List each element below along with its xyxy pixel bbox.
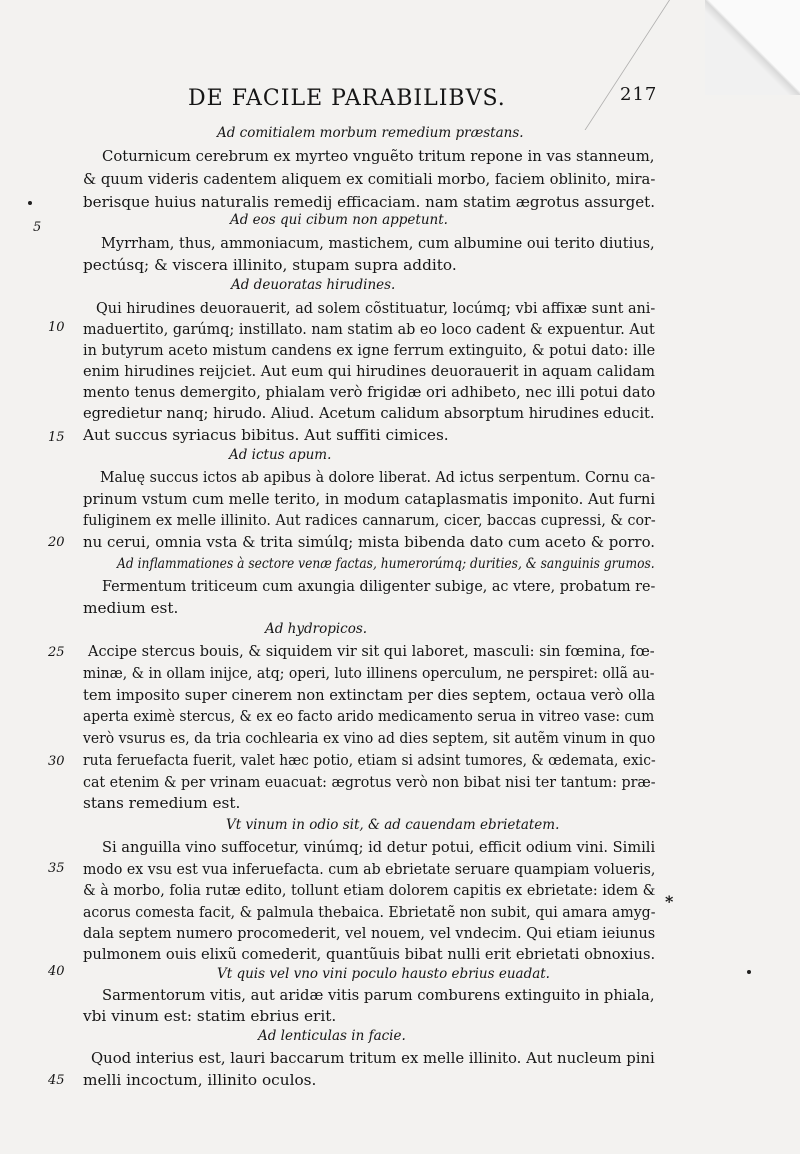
- line-number: 30: [48, 754, 65, 769]
- marginal-asterisk: *: [665, 892, 674, 911]
- section-heading: Ad deuoratas hirudines.: [231, 277, 396, 293]
- section-heading: Ad hydropicos.: [265, 621, 368, 637]
- text-line: modo ex vsu est vua inferuefacta. cum ab ebrietate seruare quampiam volueris,: [83, 860, 656, 878]
- text-line: dala septem numero procomederit, vel nouem, vel vndecim. Qui etiam ieiunus: [83, 924, 656, 942]
- text-line: pectúsq; & viscera illinito, stupam supra addito.: [83, 256, 457, 274]
- text-line: mento tenus demergito, phialam verò frigidæ ori adhibeto, nec illi potui dato: [83, 383, 656, 401]
- line-number: 35: [48, 861, 65, 876]
- text-line: enim hirudines reijciet. Aut eum qui hirudines deuorauerit in aquam calidam: [83, 362, 656, 380]
- text-line: Fermentum triticeum cum axungia diligenter subige, ac vtere, probatum re-: [102, 577, 656, 595]
- text-line: nu cerui, omnia vsta & trita simúlq; mista bibenda dato cum aceto & porro.: [83, 533, 656, 551]
- line-number: 20: [48, 535, 65, 550]
- text-line: cat etenim & per vrinam euacuat: ægrotus verò non bibat nisi ter tantum: præ-: [83, 773, 656, 791]
- text-line: & quum videris cadentem aliquem ex comitiali morbo, faciem oblinito, mira-: [83, 170, 656, 188]
- text-line: pulmonem ouis elixũ comederit, quantũuis bibat nulli erit ebrietati obnoxius.: [83, 945, 656, 963]
- text-line: Quod interius est, lauri baccarum tritum ex melle illinito. Aut nucleum pini: [91, 1049, 655, 1067]
- line-number: 5: [33, 220, 42, 235]
- text-line: tem imposito super cinerem non extinctam per dies septem, octaua verò olla: [83, 686, 656, 704]
- running-header: [188, 84, 658, 118]
- ink-spot: [747, 970, 751, 974]
- section-heading: Ad ictus apum.: [229, 447, 332, 463]
- line-number: 45: [48, 1073, 65, 1088]
- section-heading: Ad eos qui cibum non appetunt.: [230, 212, 448, 228]
- text-line: Sarmentorum vitis, aut aridæ vitis parum comburens extinguito in phiala,: [102, 986, 655, 1004]
- line-number: 25: [48, 645, 65, 660]
- text-line: & à morbo, folia rutæ edito, tollunt etiam dolorem capitis ex ebrietate: idem &: [83, 881, 656, 899]
- text-line: acorus comesta facit, & palmula thebaica. Ebrietatẽ non subit, qui amara amyg-: [83, 903, 656, 921]
- text-line: Myrrham, thus, ammoniacum, mastichem, cum albumine oui terito diutius,: [101, 234, 655, 252]
- text-line: Qui hirudines deuorauerit, ad solem cõstituatur, locúmq; vbi affixæ sunt ani-: [96, 299, 656, 317]
- text-line: melli incoctum, illinito oculos.: [83, 1071, 317, 1089]
- line-number: 15: [48, 430, 65, 445]
- section-heading: Ad comitialem morbum remedium præstans.: [217, 125, 524, 141]
- running-title: DE FACILE PARABILIBVS.: [188, 86, 506, 111]
- text-line: medium est.: [83, 599, 179, 617]
- text-line: egredietur nanq; hirudo. Aliud. Acetum calidum absorptum hirudines educit.: [83, 404, 655, 422]
- text-line: vbi vinum est: statim ebrius erit.: [83, 1007, 337, 1025]
- text-line: minæ, & in ollam inijce, atq; operi, luto illinens operculum, ne perspiret: ollã au-: [83, 664, 655, 682]
- text-line: aperta eximè stercus, & ex eo facto arido medicamento serua in vitreo vase: cum: [83, 707, 655, 725]
- text-line: Si anguilla vino suffocetur, vinúmq; id detur potui, efficit odium vini. Simili: [102, 838, 656, 856]
- line-number: 10: [48, 320, 65, 335]
- text-line: Maluę succus ictos ab apibus à dolore liberat. Ad ictus serpentum. Cornu ca-: [100, 468, 656, 486]
- text-line: maduertito, garúmq; instillato. nam statim ab eo loco cadent & expuentur. Aut: [83, 320, 655, 338]
- ink-spot: [28, 201, 32, 205]
- text-line: stans remedium est.: [83, 794, 241, 812]
- section-heading: Vt vinum in odio sit, & ad cauendam ebrietatem.: [226, 817, 560, 833]
- section-heading: Ad inflammationes à sectore venæ factas, humerorúmq; durities, & sanguinis grumos.: [117, 556, 655, 572]
- text-line: Accipe stercus bouis, & siquidem vir sit qui laboret, masculi: sin fœmina, fœ-: [88, 642, 655, 660]
- page-number: 217: [620, 84, 658, 105]
- section-heading: Ad lenticulas in facie.: [258, 1028, 406, 1044]
- text-line: berisque huius naturalis remedij efficaciam. nam statim ægrotus assurget.: [83, 193, 656, 211]
- text-line: Aut succus syriacus bibitus. Aut suffiti cimices.: [83, 426, 449, 444]
- section-heading: Vt quis vel vno vini poculo hausto ebrius euadat.: [217, 966, 550, 982]
- line-number: 40: [48, 964, 65, 979]
- text-line: in butyrum aceto mistum candens ex igne ferrum extinguito, & potui dato: ille: [83, 341, 656, 359]
- text-line: ruta feruefacta fuerit, valet hæc potio, etiam si adsint tumores, & œdemata, exic-: [83, 751, 656, 769]
- text-line: verò vsurus es, da tria cochlearia ex vino ad dies septem, sit autẽm vinum in quo: [83, 729, 656, 747]
- text-line: Coturnicum cerebrum ex myrteo vnguẽto tritum repone in vas stanneum,: [102, 147, 655, 165]
- text-line: prinum vstum cum melle terito, in modum cataplasmatis imponito. Aut furni: [83, 490, 656, 508]
- text-line: fuliginem ex melle illinito. Aut radices cannarum, cicer, baccas cupressi, & cor-: [83, 511, 656, 529]
